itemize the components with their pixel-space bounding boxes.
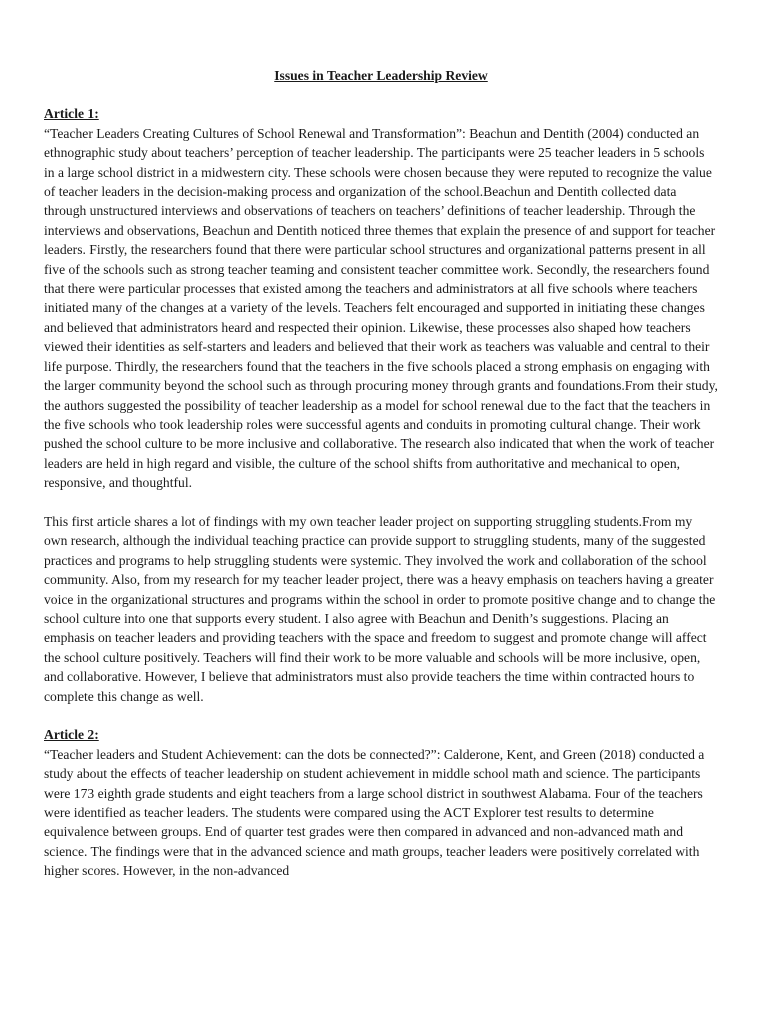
article-2-summary: “Teacher leaders and Student Achievement: can the dots be connected?”: Calderone, Kent, and Green (2018) conducted a study about the effects of teacher leadership on student achievement in middle school math and science. The participants were 173 eighth grade students and eight teachers from a large school district in southwest Alabama. Four of the teachers were identified as teacher leaders. The students were compared using the ACT Explorer test results to determine equivalence between groups. End of quarter test grades were then compared in advanced and non-advanced math and science. The findings were that in the advanced science and math groups, teacher leaders were positively correlated with higher scores. However, in the non-advanced [44,746,705,879]
article-2-heading: Article 2: [44,727,99,743]
paragraph-spacer [44,493,718,512]
document-page [44,66,718,881]
article-1-reflection: This first article shares a lot of findings with my own teacher leader project on supporting struggling students.From my own research, although the individual teaching practice can provide support to struggling students, many of the suggested practices and programs to help struggling students were systemic. They involved the work and collaboration of the school community. Also, from my research for my teacher leader project, there was a heavy emphasis on teachers having a greater voice in the organizational structures and programs within the school in order to promote positive change and to change the school culture into one that supports every student. I also agree with Beachun and Denith’s suggestions. Placing an emphasis on teacher leaders and providing teachers with the space and freedom to suggest and promote change will affect the school culture positively. Teachers will find their work to be more valuable and schools will be more inclusive, open, and collaborative. However, I believe that administrators must also provide teachers the time within contracted hours to complete this change as well. [44,513,716,704]
article-1-heading: Article 1: [44,106,99,122]
article-1-summary: “Teacher Leaders Creating Cultures of School Renewal and Transformation”: Beachun and Dentith (2004) conducted an ethnographic study about teachers’ perception of teacher leadership. The participants were 25 teacher leaders in 5 schools in a large school district in a midwestern city. These schools were chosen because they were reputed to recognize the value of teacher leaders in the decision-making process and organization of the school.Beachun and Dentith collected data through unstructured interviews and observations of teachers on teachers’ definitions of teacher leadership. Through the interviews and observations, Beachun and Dentith noticed three themes that explain the presence of and support for teacher leaders. Firstly, the researchers found that there were particular school structures and organizational patterns present in all five of the schools such as strong teacher teaming and consistent teacher committee work. Secondly, the researchers found that there were particular processes that existed among the teachers and administrators at all five schools where teachers initiated many of the changes at a variety of the levels. Teachers felt encouraged and supported in initiating these changes and believed that administrators heard and respected their opinion. Likewise, these processes also shaped how teachers viewed their identities as self-starters and leaders and believed that their work as teachers was valuable and central to their life purpose. Thirdly, the researchers found that the teachers in the five schools placed a strong emphasis on engaging with the larger community beyond the school such as through procuring money through grants and foundations.From their study, the authors suggested the possibility of teacher leadership as a model for school renewal due to the fact that the teachers in the five schools who took leadership roles were successful agents and conduits in promoting cultural change. Their work pushed the school culture to be more inclusive and collaborative. The research also indicated that when the work of teacher leaders are held in high regard and visible, the culture of the school shifts from authoritative and mechanical to open, responsive, and thoughtful. [44,125,718,491]
document-title: Issues in Teacher Leadership Review [274,68,488,83]
paragraph-spacer [44,706,718,725]
